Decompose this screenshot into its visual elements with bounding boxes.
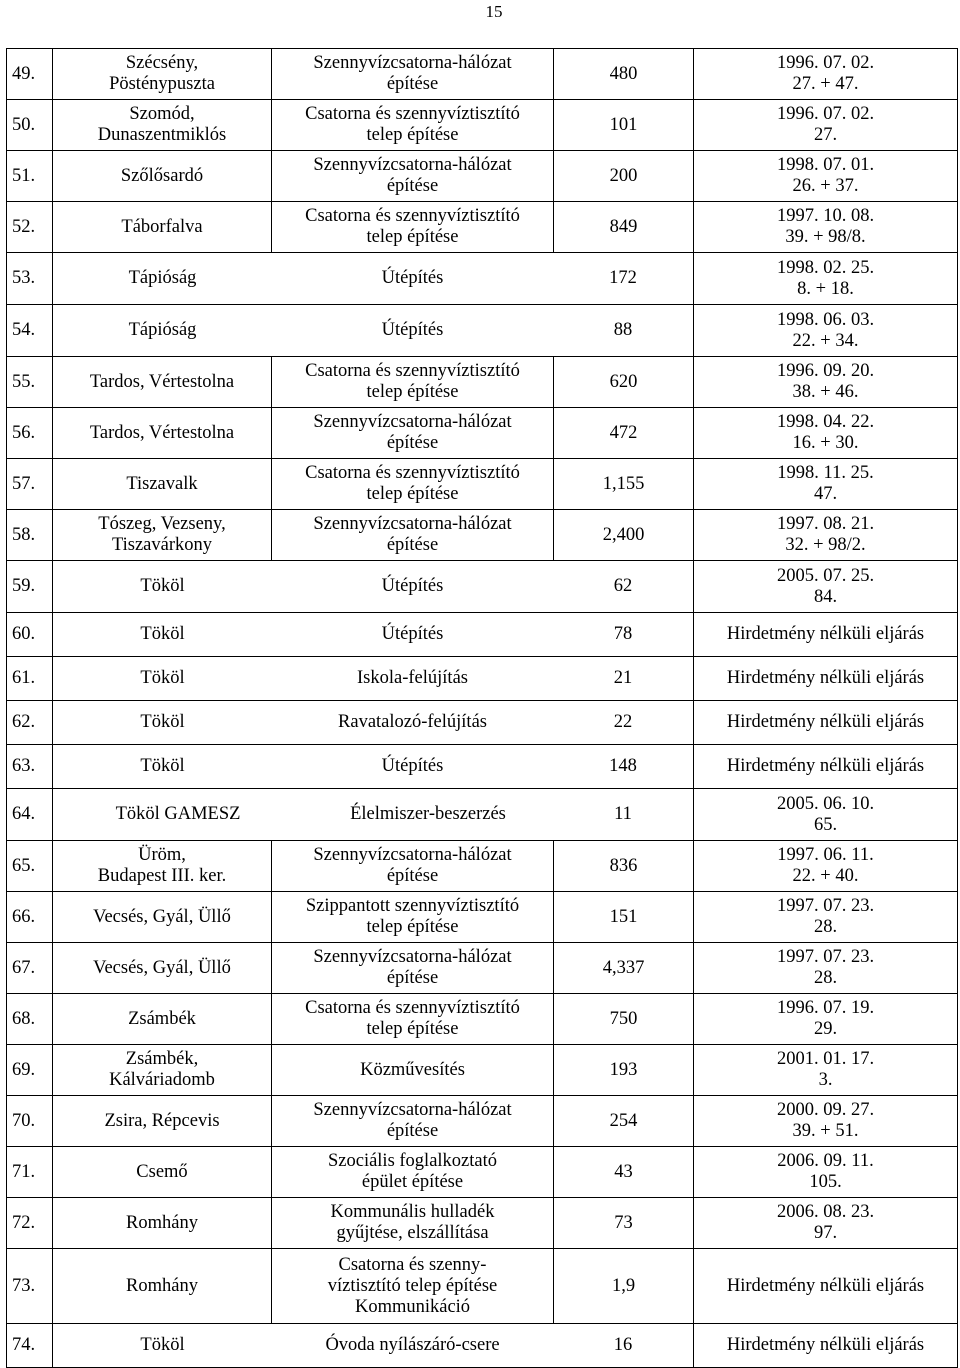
project-description: Szennyvízcsatorna-hálózat építése — [272, 841, 554, 892]
merged-cell — [53, 657, 694, 701]
table-row — [7, 459, 958, 510]
amount-value: 254 — [554, 1096, 694, 1147]
status-cell: 1996. 07. 02. 27. + 47. — [694, 49, 958, 100]
amount-value: 849 — [554, 202, 694, 253]
table-row — [7, 789, 958, 841]
row-number: 53. — [7, 253, 53, 305]
row-number: 60. — [7, 613, 53, 657]
row-number: 71. — [7, 1147, 53, 1198]
row-number: 52. — [7, 202, 53, 253]
place-name: Vecsés, Gyál, Üllő — [53, 943, 272, 994]
row-number: 59. — [7, 561, 53, 613]
amount-value: 62 — [613, 576, 633, 596]
project-description: Csatorna és szenny- víztisztító telep építése Kommunikáció — [272, 1249, 554, 1324]
merged-cell — [53, 701, 694, 745]
status-cell: 1997. 08. 21. 32. + 98/2. — [694, 510, 958, 561]
amount-value: 16 — [613, 1335, 633, 1355]
row-number: 61. — [7, 657, 53, 701]
place-name: Zsámbék — [53, 994, 272, 1045]
place-name: Tószeg, Vezseny, Tiszavárkony — [53, 510, 272, 561]
row-number: 51. — [7, 151, 53, 202]
project-description: Közművesítés — [272, 1045, 554, 1096]
place-name: Tápióság — [128, 268, 197, 288]
place-name: Tardos, Vértestolna — [53, 408, 272, 459]
project-description: Útépítés — [381, 320, 444, 340]
table-row — [7, 510, 958, 561]
project-description: Szociális foglalkoztató épület építése — [272, 1147, 554, 1198]
merged-cell — [53, 561, 694, 613]
amount-value: 21 — [613, 668, 633, 688]
status-cell: 1997. 07. 23. 28. — [694, 943, 958, 994]
project-description: Szennyvízcsatorna-hálózat építése — [272, 49, 554, 100]
amount-value: 750 — [554, 994, 694, 1045]
table-row — [7, 657, 958, 701]
row-number: 55. — [7, 357, 53, 408]
place-name: Szécsény, Pösténypuszta — [53, 49, 272, 100]
table-row — [7, 943, 958, 994]
status-cell: 1996. 07. 02. 27. — [694, 100, 958, 151]
amount-value: 43 — [554, 1147, 694, 1198]
place-name: Szomód, Dunaszentmiklós — [53, 100, 272, 151]
place-name: Szőlősardó — [53, 151, 272, 202]
table-row — [7, 151, 958, 202]
status-cell: 2006. 08. 23. 97. — [694, 1198, 958, 1249]
amount-value: 193 — [554, 1045, 694, 1096]
project-description: Szennyvízcsatorna-hálózat építése — [272, 408, 554, 459]
amount-value: 480 — [554, 49, 694, 100]
place-name: Tardos, Vértestolna — [53, 357, 272, 408]
amount-value: 151 — [554, 892, 694, 943]
place-name: Tököl GAMESZ — [115, 804, 241, 824]
amount-value: 148 — [609, 756, 637, 776]
row-number: 56. — [7, 408, 53, 459]
project-description: Szippantott szennyvíztisztító telep építése — [272, 892, 554, 943]
table-row — [7, 1045, 958, 1096]
table-row — [7, 408, 958, 459]
table-row — [7, 1198, 958, 1249]
place-name: Vecsés, Gyál, Üllő — [53, 892, 272, 943]
project-description: Útépítés — [381, 576, 444, 596]
row-number: 49. — [7, 49, 53, 100]
amount-value: 4,337 — [554, 943, 694, 994]
project-description: Csatorna és szennyvíztisztító telep építése — [272, 202, 554, 253]
status-cell: 2006. 09. 11. 105. — [694, 1147, 958, 1198]
row-number: 63. — [7, 745, 53, 789]
place-name: Tököl — [140, 624, 185, 644]
project-description: Szennyvízcsatorna-hálózat építése — [272, 151, 554, 202]
project-description: Élelmiszer-beszerzés — [350, 804, 506, 824]
status-cell: 1998. 04. 22. 16. + 30. — [694, 408, 958, 459]
amount-value: 620 — [554, 357, 694, 408]
table-row — [7, 994, 958, 1045]
project-description: Szennyvízcsatorna-hálózat építése — [272, 1096, 554, 1147]
amount-value: 11 — [614, 804, 632, 824]
place-name: Csemő — [53, 1147, 272, 1198]
amount-value: 88 — [613, 320, 633, 340]
place-name: Üröm, Budapest III. ker. — [53, 841, 272, 892]
project-description: Útépítés — [381, 756, 444, 776]
project-description: Ravatalozó-felújítás — [338, 712, 487, 732]
place-name: Tököl — [140, 668, 185, 688]
row-number: 67. — [7, 943, 53, 994]
row-number: 68. — [7, 994, 53, 1045]
table-row — [7, 892, 958, 943]
project-description: Csatorna és szennyvíztisztító telep építése — [272, 994, 554, 1045]
project-description: Csatorna és szennyvíztisztító telep építése — [272, 357, 554, 408]
amount-value: 836 — [554, 841, 694, 892]
table-row — [7, 1147, 958, 1198]
status-cell: 1996. 09. 20. 38. + 46. — [694, 357, 958, 408]
place-name: Zsira, Répcevis — [53, 1096, 272, 1147]
project-description: Iskola-felújítás — [357, 668, 468, 688]
projects-table-body — [7, 49, 958, 1368]
status-cell: Hirdetmény nélküli eljárás — [694, 613, 958, 657]
table-row — [7, 745, 958, 789]
project-description: Útépítés — [381, 624, 444, 644]
status-cell: 1998. 11. 25. 47. — [694, 459, 958, 510]
status-cell: 1997. 06. 11. 22. + 40. — [694, 841, 958, 892]
table-row — [7, 613, 958, 657]
place-name: Tápióság — [128, 320, 197, 340]
amount-value: 73 — [554, 1198, 694, 1249]
table-row — [7, 1249, 958, 1324]
amount-value: 78 — [613, 624, 633, 644]
merged-cell — [53, 789, 694, 841]
status-cell: 2000. 09. 27. 39. + 51. — [694, 1096, 958, 1147]
row-number: 58. — [7, 510, 53, 561]
status-cell: Hirdetmény nélküli eljárás — [694, 657, 958, 701]
place-name: Romhány — [53, 1249, 272, 1324]
row-number: 69. — [7, 1045, 53, 1096]
row-number: 72. — [7, 1198, 53, 1249]
table-row — [7, 49, 958, 100]
status-cell: 2001. 01. 17. 3. — [694, 1045, 958, 1096]
status-cell: 2005. 06. 10. 65. — [694, 789, 958, 841]
status-cell: 1997. 10. 08. 39. + 98/8. — [694, 202, 958, 253]
place-name: Zsámbék, Kálváriadomb — [53, 1045, 272, 1096]
status-cell: 1996. 07. 19. 29. — [694, 994, 958, 1045]
project-description: Szennyvízcsatorna-hálózat építése — [272, 510, 554, 561]
table-row — [7, 202, 958, 253]
table-row — [7, 1096, 958, 1147]
status-cell: Hirdetmény nélküli eljárás — [694, 745, 958, 789]
merged-cell — [53, 305, 694, 357]
row-number: 62. — [7, 701, 53, 745]
row-number: 74. — [7, 1324, 53, 1368]
status-cell: 2005. 07. 25. 84. — [694, 561, 958, 613]
status-cell: 1997. 07. 23. 28. — [694, 892, 958, 943]
amount-value: 1,155 — [554, 459, 694, 510]
row-number: 64. — [7, 789, 53, 841]
status-cell: 1998. 07. 01. 26. + 37. — [694, 151, 958, 202]
table-row — [7, 701, 958, 745]
table-row — [7, 253, 958, 305]
row-number: 54. — [7, 305, 53, 357]
row-number: 65. — [7, 841, 53, 892]
table-row — [7, 305, 958, 357]
row-number: 73. — [7, 1249, 53, 1324]
place-name: Tököl — [140, 576, 185, 596]
place-name: Romhány — [53, 1198, 272, 1249]
project-description: Csatorna és szennyvíztisztító telep építése — [272, 459, 554, 510]
place-name: Táborfalva — [53, 202, 272, 253]
status-cell: 1998. 02. 25. 8. + 18. — [694, 253, 958, 305]
table-row — [7, 841, 958, 892]
amount-value: 22 — [613, 712, 633, 732]
status-cell: Hirdetmény nélküli eljárás — [694, 1324, 958, 1368]
status-cell: Hirdetmény nélküli eljárás — [694, 701, 958, 745]
row-number: 70. — [7, 1096, 53, 1147]
project-description: Kommunális hulladék gyűjtése, elszállítása — [272, 1198, 554, 1249]
project-description: Óvoda nyílászáró-csere — [325, 1335, 500, 1355]
status-cell: 1998. 06. 03. 22. + 34. — [694, 305, 958, 357]
merged-cell — [53, 1324, 694, 1368]
table-row — [7, 100, 958, 151]
page-number: 15 — [485, 2, 503, 21]
amount-value: 200 — [554, 151, 694, 202]
merged-cell — [53, 613, 694, 657]
amount-value: 2,400 — [554, 510, 694, 561]
row-number: 57. — [7, 459, 53, 510]
table-row — [7, 1324, 958, 1368]
place-name: Tököl — [140, 712, 185, 732]
place-name: Tököl — [140, 756, 185, 776]
row-number: 50. — [7, 100, 53, 151]
place-name: Tiszavalk — [53, 459, 272, 510]
amount-value: 1,9 — [554, 1249, 694, 1324]
project-description: Csatorna és szennyvíztisztító telep építése — [272, 100, 554, 151]
status-cell: Hirdetmény nélküli eljárás — [694, 1249, 958, 1324]
amount-value: 172 — [609, 268, 637, 288]
merged-cell — [53, 745, 694, 789]
merged-cell — [53, 253, 694, 305]
place-name: Tököl — [140, 1335, 185, 1355]
projects-table — [6, 48, 958, 1368]
project-description: Útépítés — [381, 268, 444, 288]
amount-value: 472 — [554, 408, 694, 459]
project-description: Szennyvízcsatorna-hálózat építése — [272, 943, 554, 994]
table-row — [7, 561, 958, 613]
amount-value: 101 — [554, 100, 694, 151]
table-row — [7, 357, 958, 408]
row-number: 66. — [7, 892, 53, 943]
